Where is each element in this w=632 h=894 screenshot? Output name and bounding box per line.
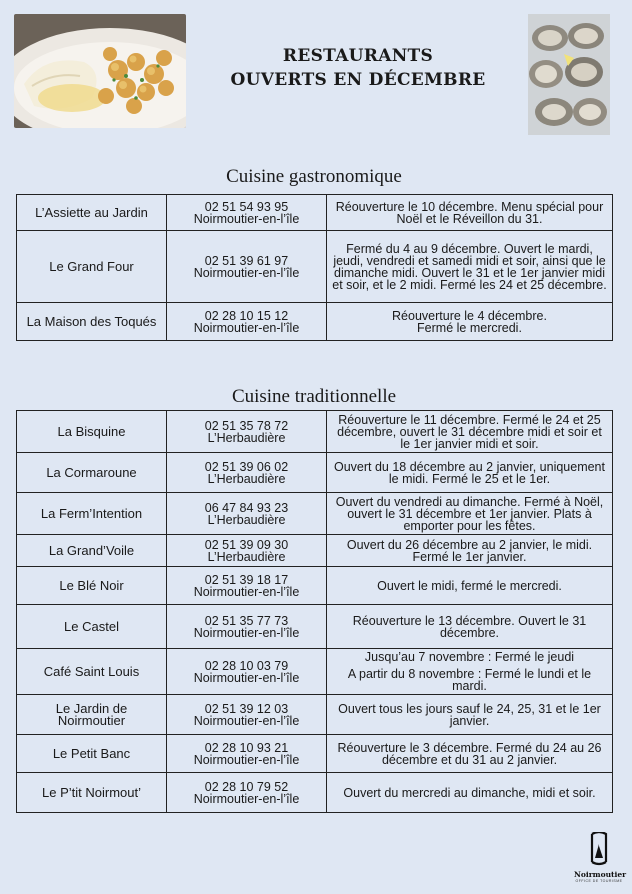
info-line: Réouverture le 13 décembre. Ouvert le 31 décembre.	[352, 613, 587, 640]
contact-cell	[167, 567, 327, 605]
contact-cell	[167, 605, 327, 649]
phone-number: 02 51 54 93 95	[204, 199, 289, 214]
title-line-1: RESTAURANTS	[282, 46, 434, 66]
restaurant-name: La Bisquine	[17, 411, 167, 453]
town: L’Herbaudière	[207, 549, 286, 564]
town: Noirmoutier-en-l’île	[193, 320, 300, 335]
contact-cell	[167, 735, 327, 773]
town: Noirmoutier-en-l’île	[193, 670, 300, 685]
contact-cell	[167, 535, 327, 567]
info-line: Fermé le mercredi.	[417, 320, 522, 335]
table-row	[17, 453, 613, 493]
restaurant-name: L’Assiette au Jardin	[17, 195, 167, 231]
phone-number: 02 51 39 06 02	[204, 459, 289, 474]
restaurant-name: Café Saint Louis	[17, 649, 167, 695]
table-row	[17, 303, 613, 341]
restaurant-name: La Cormaroune	[17, 453, 167, 493]
opening-info	[327, 411, 613, 453]
town: Noirmoutier-en-l’île	[193, 211, 300, 226]
info-line: A partir du 8 novembre : Fermé le lundi et le mardi.	[347, 667, 592, 693]
opening-info	[327, 649, 613, 695]
restaurant-name: Le Grand Four	[17, 231, 167, 303]
info-line: Ouvert tous les jours sauf le 24, 25, 31 et le 1er janvier.	[338, 701, 601, 728]
info-line: Ouvert du mercredi au dimanche, midi et soir.	[343, 785, 596, 800]
opening-info	[327, 695, 613, 735]
town: L’Herbaudière	[207, 512, 286, 527]
info-line: Ouvert du vendredi au dimanche. Fermé à Noël, ouvert le 31 décembre et 1er janvier. Plats à emporter pour les fêtes.	[335, 494, 604, 533]
restaurant-name: La Maison des Toqués	[17, 303, 167, 341]
contact-cell	[167, 453, 327, 493]
info-line: Réouverture le 3 décembre. Fermé du 24 au 26 décembre et du 31 au 2 janvier.	[337, 740, 602, 767]
opening-info	[327, 535, 613, 567]
town: L’Herbaudière	[207, 471, 286, 486]
phone-number: 02 51 39 18 17	[204, 572, 289, 587]
town: Noirmoutier-en-l’île	[193, 713, 300, 728]
table-row	[17, 535, 613, 567]
fish-dish-photo	[14, 14, 186, 128]
opening-info	[327, 303, 613, 341]
restaurant-name: La Grand’Voile	[17, 535, 167, 567]
table-row	[17, 567, 613, 605]
restaurant-name: Le Petit Banc	[17, 735, 167, 773]
opening-info	[327, 567, 613, 605]
info-line: Ouvert du 26 décembre au 2 janvier, le midi. Fermé le 1er janvier.	[346, 537, 593, 564]
town: Noirmoutier-en-l’île	[193, 791, 300, 806]
opening-info	[327, 231, 613, 303]
logo-sub: OFFICE DE TOURISME	[575, 879, 623, 883]
town: L’Herbaudière	[207, 430, 286, 445]
phone-number: 02 51 35 78 72	[204, 418, 289, 433]
contact-cell	[167, 195, 327, 231]
table-row	[17, 411, 613, 453]
phone-number: 02 28 10 15 12	[204, 308, 289, 323]
phone-number: 06 47 84 93 23	[204, 500, 289, 515]
phone-number: 02 28 10 03 79	[204, 658, 289, 673]
page-title	[200, 44, 516, 92]
table-row	[17, 231, 613, 303]
phone-number: 02 28 10 93 21	[204, 740, 289, 755]
table-row	[17, 195, 613, 231]
noirmoutier-logo-icon	[588, 832, 610, 866]
info-line: Fermé du 4 au 9 décembre. Ouvert le mardi, jeudi, vendredi et samedi midi et soir, ainsi que le dimanche midi. Ouvert le 31 et le 1er janvier midi et soir, et le 2 midi. Fermé les 24 et 25 décembre.	[332, 241, 607, 292]
town: Noirmoutier-en-l’île	[193, 584, 300, 599]
table-gastronomique	[16, 194, 613, 341]
restaurant-name: Le Blé Noir	[17, 567, 167, 605]
town: Noirmoutier-en-l’île	[193, 752, 300, 767]
table-row	[17, 649, 613, 695]
info-line: Réouverture le 11 décembre. Fermé le 24 et 25 décembre, ouvert le 31 décembre midi et soir et le 1er janvier midi et soir.	[337, 412, 602, 451]
phone-number: 02 51 39 09 30	[204, 537, 289, 552]
tourism-office-logo	[574, 832, 627, 888]
table-row	[17, 695, 613, 735]
section-title-traditionnelle: Cuisine traditionnelle	[231, 386, 397, 407]
town: Noirmoutier-en-l’île	[193, 265, 300, 280]
phone-number: 02 28 10 79 52	[204, 779, 289, 794]
restaurant-name: Le Castel	[17, 605, 167, 649]
opening-info	[327, 735, 613, 773]
title-line-2: OUVERTS EN DÉCEMBRE	[230, 70, 486, 90]
restaurant-name: La Ferm’Intention	[17, 493, 167, 535]
restaurant-name: Le Jardin de Noirmoutier	[17, 695, 167, 735]
contact-cell	[167, 231, 327, 303]
phone-number: 02 51 39 61 97	[204, 253, 289, 268]
info-line: Réouverture le 10 décembre. Menu spécial pour Noël et le Réveillon du 31.	[335, 199, 604, 226]
contact-cell	[167, 773, 327, 813]
info-line: Ouvert le midi, fermé le mercredi.	[377, 578, 562, 593]
info-line: Réouverture le 4 décembre.	[392, 308, 547, 323]
table-row	[17, 735, 613, 773]
opening-info	[327, 493, 613, 535]
table-row	[17, 773, 613, 813]
phone-number: 02 51 39 12 03	[204, 701, 289, 716]
logo-brand: Noirmoutier	[574, 870, 627, 879]
info-line: Ouvert du 18 décembre au 2 janvier, uniquement le midi. Fermé le 25 et le 1er.	[333, 459, 605, 486]
contact-cell	[167, 411, 327, 453]
phone-number: 02 51 35 77 73	[204, 613, 289, 628]
contact-cell	[167, 649, 327, 695]
section-title-gastronomique: Cuisine gastronomique	[226, 166, 402, 187]
opening-info	[327, 773, 613, 813]
table-row	[17, 605, 613, 649]
table-traditionnelle	[16, 410, 613, 813]
info-line: Jusqu’au 7 novembre : Fermé le jeudi	[364, 650, 575, 664]
opening-info	[327, 195, 613, 231]
contact-cell	[167, 695, 327, 735]
contact-cell	[167, 493, 327, 535]
oysters-photo	[528, 14, 610, 135]
opening-info	[327, 453, 613, 493]
opening-info	[327, 605, 613, 649]
restaurant-name: Le P’tit Noirmout’	[17, 773, 167, 813]
contact-cell	[167, 303, 327, 341]
table-row	[17, 493, 613, 535]
town: Noirmoutier-en-l’île	[193, 625, 300, 640]
